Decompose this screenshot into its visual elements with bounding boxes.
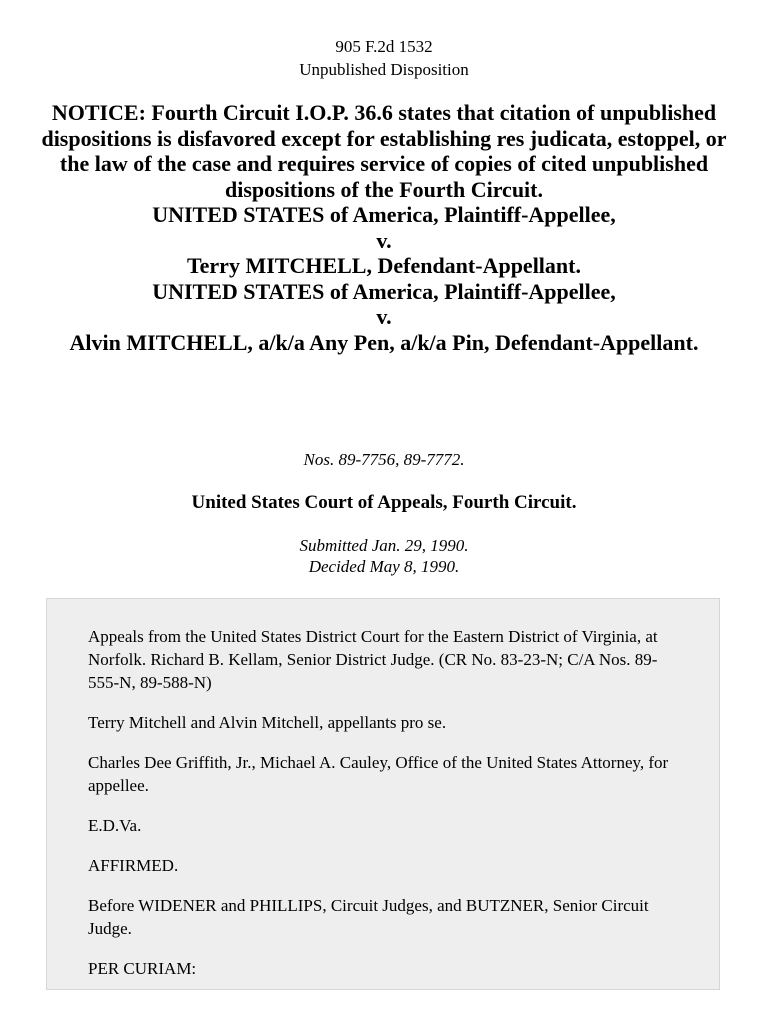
panel-paragraph: Before WIDENER and PHILLIPS, Circuit Judges, and BUTZNER, Senior Circuit Judge. [88,896,649,938]
submitted-date: Submitted Jan. 29, 1990. [299,536,469,555]
party2-plaintiff: UNITED STATES of America, Plaintiff-Appellee, [152,278,616,304]
per-curiam-paragraph: PER CURIAM: [88,959,197,978]
case-dates [0,535,768,577]
party1-versus: v. [376,227,392,253]
citation-header [0,35,768,81]
disposition-label: Unpublished Disposition [299,60,469,79]
party2-defendant: Alvin MITCHELL, a/k/a Any Pen, a/k/a Pin, Defendant-Appellant. [69,329,699,355]
opinion-body-panel [46,598,720,990]
docket-numbers: Nos. 89-7756, 89-7772. [303,450,465,469]
appeals-from-paragraph: Appeals from the United States District Court for the Eastern District of Virginia, at Norfolk. Richard B. Kellam, Senior District Judge. (CR No. 83-23-N; C/A Nos. 89-555-N, 89-588-N) [88,627,658,692]
party2-versus: v. [376,304,392,329]
court-name: United States Court of Appeals, Fourth Circuit. [191,492,577,513]
case-caption [40,100,728,355]
party1-plaintiff: UNITED STATES of America, Plaintiff-Appellee, [152,202,616,227]
opinion-body [88,625,688,997]
notice-text: NOTICE: Fourth Circuit I.O.P. 36.6 states that citation of unpublished dispositions is disfavored except for establishing res judicata, estoppel, or the law of the case and requires service of copies of cited unpublished dispositions of the Fourth Circuit. [41,100,727,202]
district-paragraph: E.D.Va. [88,816,142,835]
result-paragraph: AFFIRMED. [88,856,179,875]
reporter-citation: 905 F.2d 1532 [335,37,433,56]
appellants-paragraph: Terry Mitchell and Alvin Mitchell, appellants pro se. [88,713,447,732]
party1-defendant: Terry MITCHELL, Defendant-Appellant. [187,253,581,278]
appellee-counsel-paragraph: Charles Dee Griffith, Jr., Michael A. Cauley, Office of the United States Attorney, for appellee. [88,753,669,795]
decided-date: Decided May 8, 1990. [308,557,460,576]
